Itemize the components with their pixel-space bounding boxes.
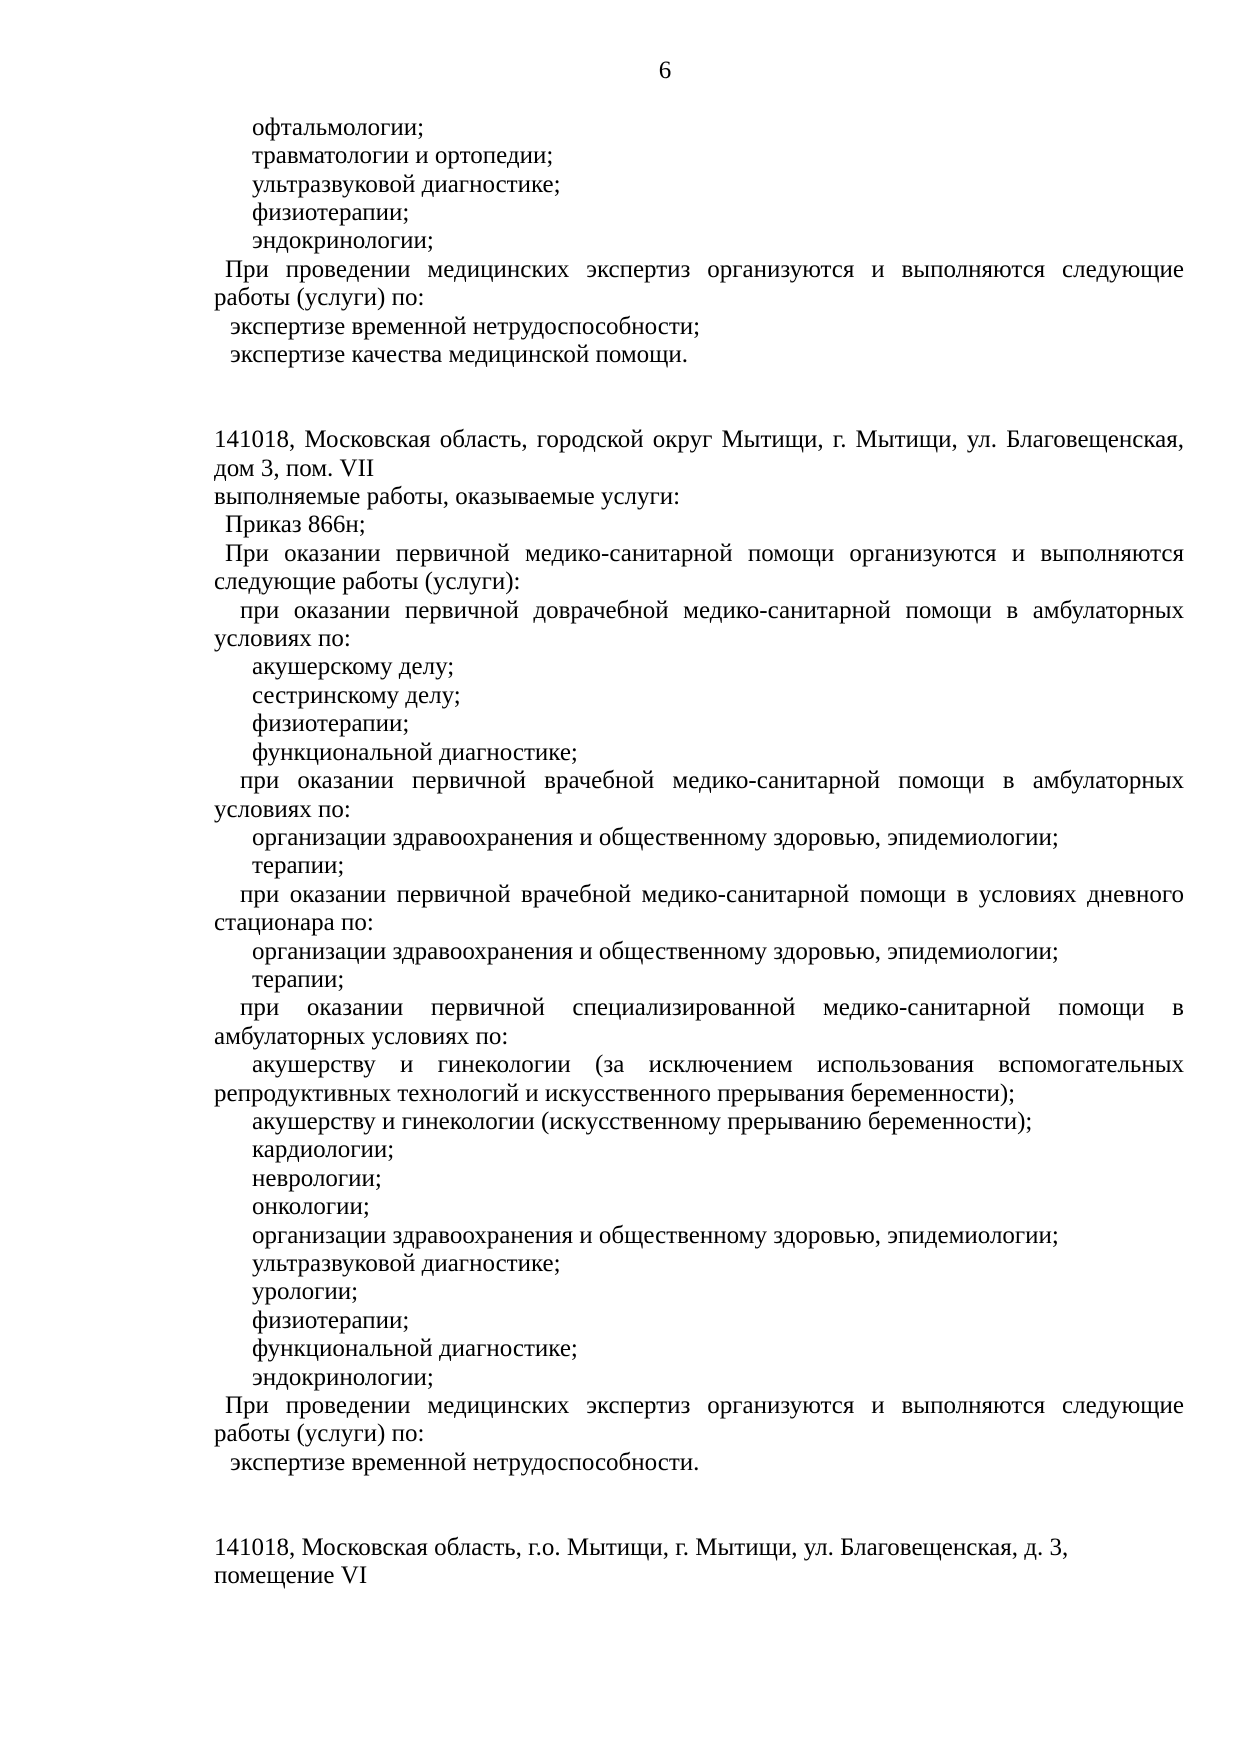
text-line: при оказании первичной специализированной медико-санитарной помощи в bbox=[240, 994, 1184, 1022]
text-line: организации здравоохранения и общественному здоровью, эпидемиологии; bbox=[252, 937, 1059, 965]
text-line: организации здравоохранения и общественному здоровью, эпидемиологии; bbox=[252, 1221, 1059, 1249]
text-line: функциональной диагностике; bbox=[252, 1335, 578, 1363]
text-line: условиях по: bbox=[214, 795, 351, 823]
text-line: функциональной диагностике; bbox=[252, 738, 578, 766]
text-line: онкологии; bbox=[252, 1193, 370, 1221]
text-line: акушерству и гинекологии (за исключением использования вспомогательных bbox=[252, 1051, 1184, 1079]
text-line: физиотерапии; bbox=[252, 710, 410, 738]
blank-line bbox=[214, 1506, 1184, 1534]
text-line: физиотерапии; bbox=[252, 1306, 410, 1334]
text-line: следующие работы (услуги): bbox=[214, 568, 521, 596]
text-line: Приказ 866н; bbox=[225, 511, 366, 539]
text-line: травматологии и ортопедии; bbox=[252, 142, 554, 170]
text-line: при оказании первичной врачебной медико-санитарной помощи в условиях дневного bbox=[240, 880, 1184, 908]
text-line: работы (услуги) по: bbox=[214, 1420, 425, 1448]
text-line: помещение VI bbox=[214, 1562, 368, 1590]
text-line: экспертизе качества медицинской помощи. bbox=[230, 341, 689, 369]
text-line: При оказании первичной медико-санитарной помощи организуются и выполняются bbox=[225, 539, 1184, 567]
text-line: терапии; bbox=[252, 965, 345, 993]
text-line: терапии; bbox=[252, 852, 345, 880]
text-line: условиях по: bbox=[214, 625, 351, 653]
page-number: 6 bbox=[658, 57, 672, 84]
text-line: при оказании первичной доврачебной медико-санитарной помощи в амбулаторных bbox=[240, 596, 1184, 624]
text-line: амбулаторных условиях по: bbox=[214, 1022, 509, 1050]
text-line: сестринскому делу; bbox=[252, 681, 461, 709]
text-line: при оказании первичной врачебной медико-санитарной помощи в амбулаторных bbox=[240, 767, 1184, 795]
text-line: При проведении медицинских экспертиз организуются и выполняются следующие bbox=[225, 1392, 1184, 1420]
text-line: ультразвуковой диагностике; bbox=[252, 1250, 561, 1277]
text-line: ультразвуковой диагностике; bbox=[252, 170, 561, 198]
text-line: дом 3, пом. VII bbox=[214, 454, 375, 482]
text-line: кардиологии; bbox=[252, 1136, 395, 1164]
blank-line bbox=[214, 398, 1184, 426]
text-line: выполняемые работы, оказываемые услуги: bbox=[214, 483, 681, 511]
blank-line bbox=[214, 1477, 1184, 1505]
text-line: акушерству и гинекологии (искусственному прерыванию беременности); bbox=[252, 1107, 1033, 1135]
text-line: экспертизе временной нетрудоспособности; bbox=[230, 312, 701, 340]
text-line: урологии; bbox=[252, 1278, 359, 1306]
text-line: эндокринологии; bbox=[252, 1363, 434, 1391]
blank-line bbox=[0, 85, 1241, 113]
document-content bbox=[214, 114, 1184, 1591]
text-line: экспертизе временной нетрудоспособности. bbox=[230, 1448, 700, 1476]
text-line: работы (услуги) по: bbox=[214, 284, 425, 312]
text-line: акушерскому делу; bbox=[252, 653, 455, 681]
text-line: офтальмологии; bbox=[252, 113, 425, 141]
text-line: 141018, Московская область, городской округ Мытищи, г. Мытищи, ул. Благовещенская, bbox=[214, 426, 1184, 454]
text-line: неврологии; bbox=[252, 1164, 382, 1192]
text-line: репродуктивных технологий и искусственного прерывания беременности); bbox=[214, 1079, 1016, 1107]
text-line: При проведении медицинских экспертиз организуются и выполняются следующие bbox=[225, 255, 1184, 283]
text-line: организации здравоохранения и общественному здоровью, эпидемиологии; bbox=[252, 823, 1059, 851]
text-line: физиотерапии; bbox=[252, 199, 410, 226]
blank-line bbox=[214, 369, 1184, 397]
text-line: 141018, Московская область, г.о. Мытищи, г. Мытищи, ул. Благовещенская, д. 3, bbox=[214, 1534, 1069, 1562]
text-line: эндокринологии; bbox=[252, 227, 434, 255]
text-line: стационара по: bbox=[214, 909, 374, 937]
